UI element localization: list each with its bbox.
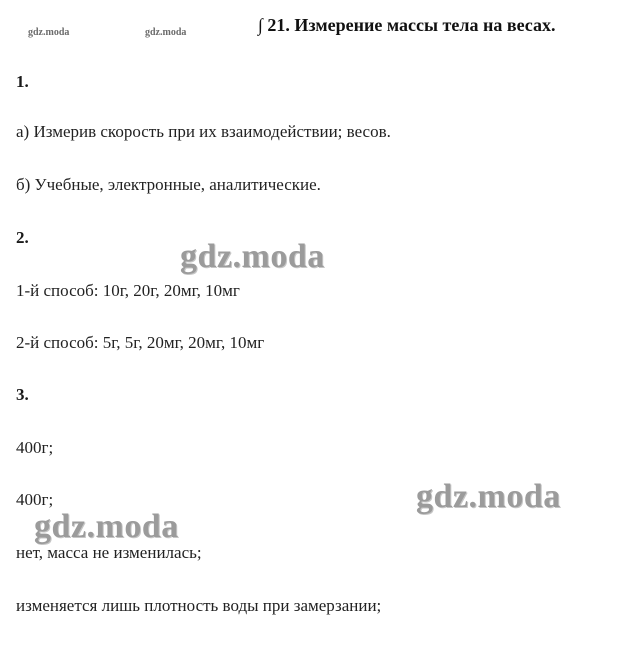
page-title: ∫ 21. Измерение массы тела на весах.	[258, 15, 556, 35]
section-3-answer-4: изменяется лишь плотность воды при замерзании;	[16, 596, 382, 615]
header-watermark-left: gdz.moda	[28, 27, 70, 38]
section-1-answer-a: а) Измерив скорость при их взаимодействии; весов.	[16, 122, 391, 141]
section-2-number: 2.	[16, 228, 29, 247]
watermark-right: gdz.moda	[416, 478, 561, 515]
section-2-method-1: 1-й способ: 10г, 20г, 20мг, 10мг	[16, 281, 240, 300]
section-2-method-2: 2-й способ: 5г, 5г, 20мг, 20мг, 10мг	[16, 333, 265, 352]
section-1-number: 1.	[16, 72, 29, 91]
section-3-answer-3: нет, масса не изменилась;	[16, 543, 202, 562]
section-3-answer-2: 400г;	[16, 490, 54, 509]
watermark-center: gdz.moda	[180, 238, 325, 275]
header-watermark-right: gdz.moda	[145, 27, 187, 38]
section-3-number: 3.	[16, 385, 29, 404]
section-3-answer-1: 400г;	[16, 438, 54, 457]
section-1-answer-b: б) Учебные, электронные, аналитические.	[16, 175, 321, 194]
watermark-left: gdz.moda	[34, 508, 179, 545]
